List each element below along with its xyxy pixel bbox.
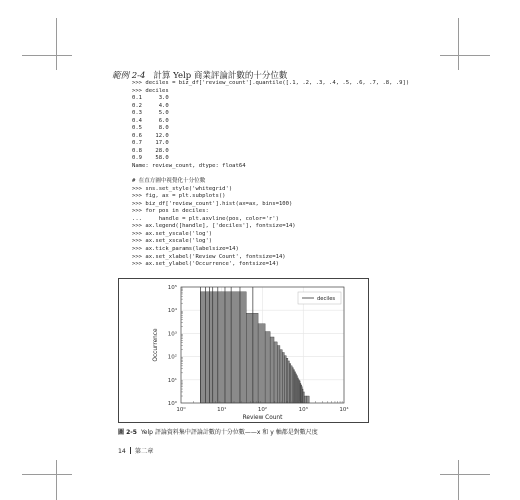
histogram-bar	[284, 356, 286, 403]
code-line: 0.9 58.0	[132, 155, 169, 162]
y-tick-label: 10¹	[167, 377, 177, 384]
histogram-bar	[289, 364, 290, 403]
code-line: 0.7 17.0	[132, 140, 169, 147]
histogram-bar	[270, 337, 274, 403]
histogram-bar	[280, 350, 282, 403]
code-line: 0.2 4.0	[132, 102, 169, 109]
histogram-bar	[304, 396, 306, 403]
code-line: >>> sns.set_style('whitegrid')	[132, 185, 233, 192]
crop-mark-bottom-right-vertical	[458, 460, 459, 500]
code-line: 0.1 3.0	[132, 95, 169, 102]
crop-mark-top-right-horizontal	[440, 55, 490, 56]
code-line: ... handle = plt.axvline(pos, color='r')	[132, 215, 279, 222]
crop-mark-top-left-vertical	[56, 18, 57, 70]
page-number: 14	[118, 448, 126, 455]
y-tick-label: 10⁵	[167, 285, 177, 291]
code-line: >>> ax.legend([handle], ['deciles'], fontsize=14)	[132, 223, 296, 230]
histogram-bar	[277, 346, 280, 403]
code-line: >>> ax.set_xscale('log')	[132, 238, 213, 245]
crop-mark-bottom-left-horizontal	[22, 474, 72, 475]
y-tick-label: 10²	[167, 354, 177, 361]
code-line: >>> deciles	[132, 87, 169, 94]
histogram-bar	[265, 332, 270, 403]
x-tick-label: 10³	[298, 407, 308, 413]
histogram-bar	[200, 292, 246, 403]
code-line: 0.4 6.0	[132, 117, 169, 124]
code-line: # 在直方圖中視覺化十分位數	[132, 178, 206, 185]
code-line: >>> fig, ax = plt.subplots()	[132, 193, 226, 200]
code-line: >>> for pos in deciles:	[132, 208, 209, 215]
crop-mark-bottom-left-vertical	[56, 460, 57, 500]
x-tick-label: 10⁰	[176, 407, 186, 413]
code-line: >>> ax.set_yscale('log')	[132, 230, 213, 237]
example-title: 計算 Yelp 商業評論計數的十分位數	[153, 71, 288, 81]
crop-mark-top-right-vertical	[458, 18, 459, 70]
code-line: 0.6 12.0	[132, 132, 169, 139]
chapter-name: 第二章	[134, 448, 154, 455]
histogram-bar	[291, 366, 292, 403]
x-axis-label: Review Count	[242, 415, 283, 421]
code-line: Name: review_count, dtype: float64	[132, 163, 246, 170]
histogram-bar	[303, 392, 304, 403]
y-tick-label: 10⁰	[167, 401, 177, 407]
histogram-bar	[292, 368, 293, 403]
crop-mark-top-left-horizontal	[22, 55, 72, 56]
footer-divider	[130, 447, 131, 454]
code-line: 0.3 5.0	[132, 110, 169, 117]
code-line: >>> ax.tick_params(labelsize=14)	[132, 246, 239, 253]
histogram-bar	[274, 342, 277, 403]
crop-mark-bottom-right-horizontal	[440, 474, 490, 475]
histogram-bar	[258, 324, 265, 403]
histogram-bar	[306, 396, 309, 403]
histogram-bar	[282, 353, 284, 403]
code-line: >>> deciles = biz_df['review_count'].quantile([.1, .2, .3, .4, .5, .6, .7, .8, .9])	[132, 80, 410, 86]
y-tick-label: 10³	[167, 331, 177, 338]
figure-caption	[118, 427, 318, 436]
x-tick-label: 10¹	[217, 407, 227, 413]
histogram-bar	[288, 361, 290, 403]
figure-frame	[118, 278, 369, 423]
code-line: >>> biz_df['review_count'].hist(ax=ax, bins=100)	[132, 200, 293, 207]
code-line: 0.8 28.0	[132, 147, 169, 154]
x-tick-label: 10⁴	[339, 407, 349, 413]
figure-caption-text: Yelp 評論資料集中評論計數的十分位數——x 和 y 軸都是對數尺度	[140, 429, 318, 436]
histogram-chart	[119, 279, 368, 422]
histogram-bar	[246, 313, 258, 403]
x-tick-label: 10²	[257, 407, 268, 413]
y-tick-label: 10⁴	[167, 308, 177, 315]
example-label: 範例 2-4	[112, 71, 146, 81]
code-listing	[132, 80, 409, 269]
code-line: 0.5 8.0	[132, 125, 169, 132]
histogram-bar	[286, 358, 288, 403]
code-line	[132, 171, 409, 179]
code-line: >>> ax.set_ylabel('Occurrence', fontsize=14)	[132, 261, 279, 268]
code-line: >>> ax.set_xlabel('Review Count', fontsize=14)	[132, 253, 286, 260]
page-footer	[118, 446, 153, 455]
legend-label: deciles	[317, 296, 336, 302]
figure-label: 圖 2-5	[118, 429, 137, 436]
y-axis-label: Occurrence	[153, 328, 159, 362]
